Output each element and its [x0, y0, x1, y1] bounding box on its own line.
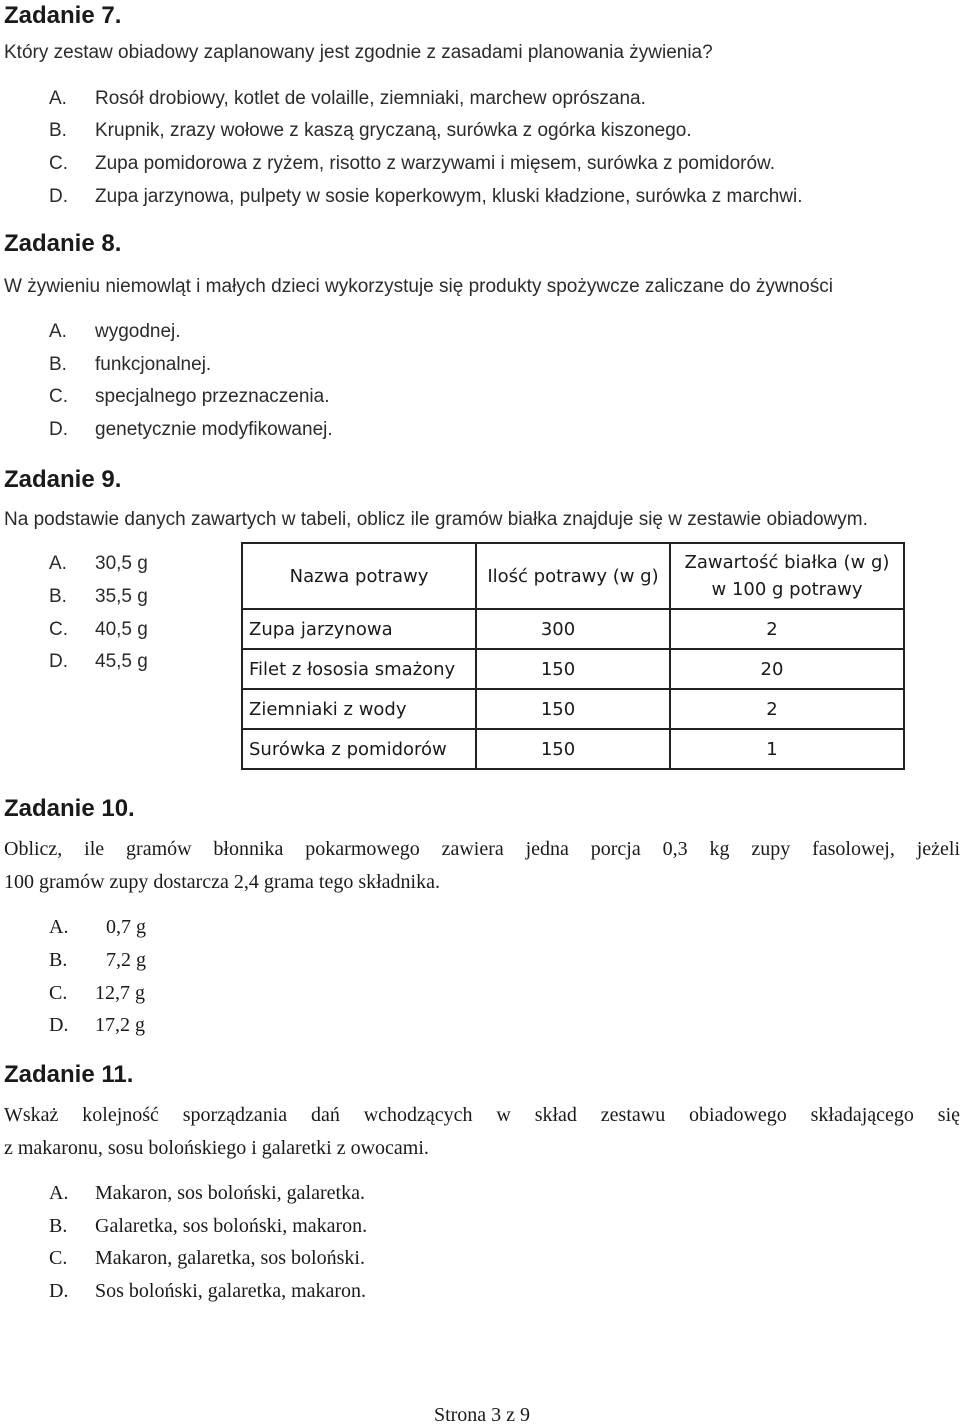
- cell-protein: 2: [670, 689, 904, 729]
- cell-amount: 150: [476, 729, 670, 769]
- task-7-option-d: [0, 186, 960, 212]
- option-letter: D.: [49, 186, 68, 207]
- task-9-title: Zadanie 9.: [4, 466, 122, 493]
- task-11-option-c: [0, 1247, 600, 1273]
- task-10-option-a: [0, 916, 300, 942]
- option-letter: B.: [49, 1215, 68, 1237]
- table-row: [242, 729, 904, 769]
- option-letter: A.: [49, 88, 67, 109]
- cell-protein: 1: [670, 729, 904, 769]
- option-text: 35,5 g: [95, 586, 148, 607]
- option-letter: A.: [49, 1182, 69, 1204]
- task-8-question: W żywieniu niemowląt i małych dzieci wykorzystuje się produkty spożywcze zaliczane do żywności: [4, 276, 833, 297]
- option-letter: D.: [49, 419, 68, 440]
- option-text: Rosół drobiowy, kotlet de volaille, ziemniaki, marchew oprószana.: [95, 88, 646, 109]
- option-text: Makaron, sos boloński, galaretka.: [95, 1182, 365, 1204]
- page-number: Strona 3 z 9: [433, 1404, 531, 1426]
- option-letter: A.: [49, 916, 69, 938]
- option-text: wygodnej.: [95, 321, 181, 342]
- option-text: 30,5 g: [95, 553, 148, 574]
- header-dish-name: Nazwa potrawy: [242, 543, 476, 609]
- option-letter: B.: [49, 949, 68, 971]
- header-protein-line1: Zawartość białka (w g): [684, 552, 890, 573]
- table-row: [242, 689, 904, 729]
- task-11-option-d: [0, 1280, 600, 1306]
- option-text: Zupa jarzynowa, pulpety w sosie koperkowym, kluski kładzione, surówka z marchwi.: [95, 186, 803, 207]
- task-9-option-c: [0, 619, 230, 645]
- option-text: 17,2 g: [95, 1014, 145, 1036]
- option-letter: C.: [49, 153, 68, 174]
- task-8-option-d: [0, 419, 960, 445]
- task-10-title: Zadanie 10.: [4, 795, 135, 822]
- task-11-option-a: [0, 1182, 600, 1208]
- cell-dish: Filet z łososia smażony: [242, 649, 476, 689]
- option-text: Krupnik, zrazy wołowe z kaszą gryczaną, surówka z ogórka kiszonego.: [95, 120, 692, 141]
- option-text: Galaretka, sos boloński, makaron.: [95, 1215, 368, 1237]
- task-8-option-a: [0, 321, 960, 347]
- header-protein-content: [670, 543, 904, 609]
- option-letter: C.: [49, 1247, 68, 1269]
- option-text: Zupa pomidorowa z ryżem, risotto z warzywami i mięsem, surówka z pomidorów.: [95, 153, 775, 174]
- task-9-question: Na podstawie danych zawartych w tabeli, oblicz ile gramów białka znajduje się w zestawie obiadowym.: [4, 509, 868, 530]
- task-9-option-b: [0, 586, 230, 612]
- task-7-question: Który zestaw obiadowy zaplanowany jest zgodnie z zasadami planowania żywienia?: [4, 42, 713, 63]
- option-text: funkcjonalnej.: [95, 354, 212, 375]
- task-11-title: Zadanie 11.: [4, 1061, 134, 1088]
- task-9-option-a: [0, 553, 230, 579]
- option-letter: B.: [49, 354, 67, 375]
- task-11-question-line2: z makaronu, sosu bolońskiego i galaretki z owocami.: [4, 1137, 429, 1159]
- task-9-option-d: [0, 651, 230, 677]
- task-10-question-line2: 100 gramów zupy dostarcza 2,4 grama tego składnika.: [4, 871, 440, 893]
- cell-dish: Surówka z pomidorów: [242, 729, 476, 769]
- cell-protein: 2: [670, 609, 904, 649]
- option-text: specjalnego przeznaczenia.: [95, 386, 330, 407]
- option-text: Sos boloński, galaretka, makaron.: [95, 1280, 367, 1302]
- option-letter: A.: [49, 553, 67, 574]
- header-portion-amount: Ilość potrawy (w g): [476, 543, 670, 609]
- option-text: 45,5 g: [95, 651, 148, 672]
- cell-amount: 150: [476, 649, 670, 689]
- option-letter: B.: [49, 586, 67, 607]
- table-header-row: [242, 543, 904, 609]
- task-10-option-d: [0, 1014, 300, 1040]
- cell-amount: 150: [476, 689, 670, 729]
- table-row: [242, 609, 904, 649]
- task-7-option-a: [0, 88, 960, 114]
- protein-table: [241, 542, 905, 770]
- option-text: 40,5 g: [95, 619, 148, 640]
- task-11-question-line1: Wskaż kolejność sporządzania dań wchodzących w skład zestawu obiadowego składającego się: [4, 1104, 960, 1126]
- task-10-option-c: [0, 982, 300, 1008]
- task-11-option-b: [0, 1215, 600, 1241]
- cell-dish: Ziemniaki z wody: [242, 689, 476, 729]
- option-text: 7,2 g: [106, 949, 146, 971]
- option-letter: D.: [49, 1014, 69, 1036]
- task-10-question-line1: Oblicz, ile gramów błonnika pokarmowego zawiera jedna porcja 0,3 kg zupy fasolowej, jeżeli: [4, 838, 960, 860]
- option-letter: C.: [49, 982, 68, 1004]
- task-7-title: Zadanie 7.: [4, 2, 122, 29]
- task-7-option-b: [0, 120, 960, 146]
- option-letter: D.: [49, 651, 68, 672]
- header-protein-line2: w 100 g potrawy: [711, 579, 863, 600]
- task-8-option-b: [0, 354, 960, 380]
- option-letter: C.: [49, 386, 68, 407]
- task-10-option-b: [0, 949, 300, 975]
- table-row: [242, 649, 904, 689]
- task-7-option-c: [0, 153, 960, 179]
- option-text: genetycznie modyfikowanej.: [95, 419, 333, 440]
- cell-protein: 20: [670, 649, 904, 689]
- cell-dish: Zupa jarzynowa: [242, 609, 476, 649]
- option-text: 12,7 g: [95, 982, 145, 1004]
- option-text: 0,7 g: [106, 916, 146, 938]
- option-letter: C.: [49, 619, 68, 640]
- task-8-title: Zadanie 8.: [4, 230, 122, 257]
- option-text: Makaron, galaretka, sos boloński.: [95, 1247, 365, 1269]
- option-letter: D.: [49, 1280, 69, 1302]
- cell-amount: 300: [476, 609, 670, 649]
- option-letter: B.: [49, 120, 67, 141]
- task-8-option-c: [0, 386, 960, 412]
- option-letter: A.: [49, 321, 67, 342]
